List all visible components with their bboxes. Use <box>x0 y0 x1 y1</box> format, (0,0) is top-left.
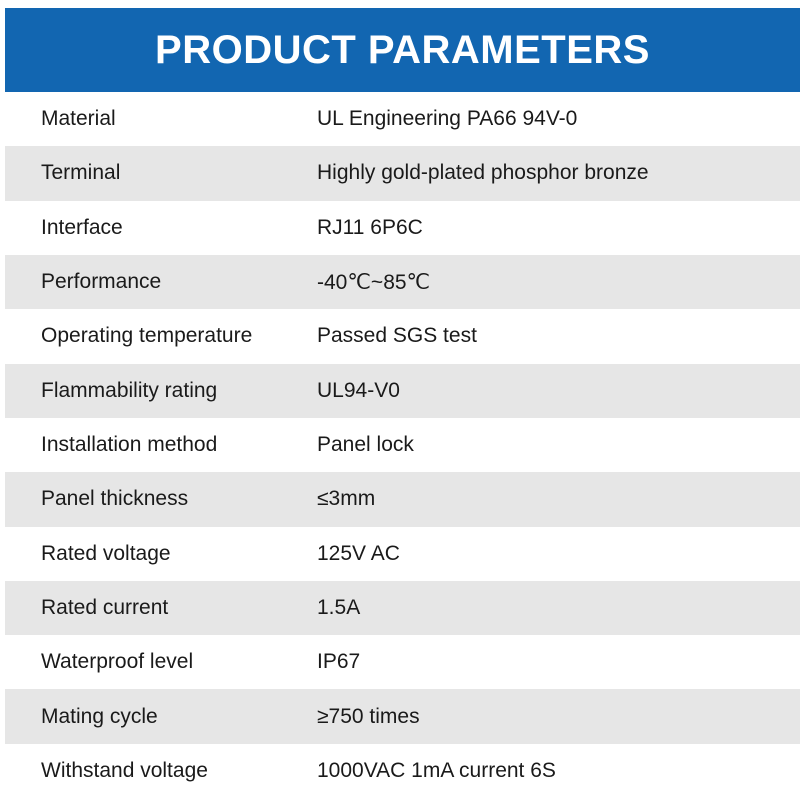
parameter-label: Material <box>41 107 116 131</box>
table-row <box>5 744 800 798</box>
parameter-value: UL94-V0 <box>317 378 400 402</box>
parameters-table <box>5 92 800 798</box>
parameter-value: 1000VAC 1mA current 6S <box>317 758 556 782</box>
parameter-value: 125V AC <box>317 541 400 565</box>
page-header <box>5 8 800 92</box>
parameter-label: Operating temperature <box>41 324 253 348</box>
table-row <box>5 309 800 363</box>
parameter-value: RJ11 6P6C <box>317 215 423 239</box>
parameter-label: Terminal <box>41 161 121 185</box>
table-row <box>5 146 800 200</box>
parameter-label: Mating cycle <box>41 704 158 728</box>
table-row <box>5 689 800 743</box>
parameter-value: Panel lock <box>317 433 414 457</box>
page-title: PRODUCT PARAMETERS <box>155 28 650 72</box>
table-row <box>5 472 800 526</box>
table-row <box>5 418 800 472</box>
parameter-value: -40℃~85℃ <box>317 270 431 294</box>
parameter-value: IP67 <box>317 650 361 674</box>
parameter-value: UL Engineering PA66 94V-0 <box>317 107 578 131</box>
table-row <box>5 581 800 635</box>
table-row <box>5 527 800 581</box>
parameter-label: Rated current <box>41 595 169 619</box>
parameter-label: Withstand voltage <box>41 758 208 782</box>
table-row <box>5 635 800 689</box>
table-row <box>5 92 800 146</box>
parameter-value: 1.5A <box>317 595 361 619</box>
table-row <box>5 255 800 309</box>
parameter-label: Performance <box>41 270 162 294</box>
parameter-label: Rated voltage <box>41 541 171 565</box>
parameter-value: ≤3mm <box>317 487 376 511</box>
parameter-label: Waterproof level <box>41 650 194 674</box>
parameter-value: Passed SGS test <box>317 324 477 348</box>
table-row <box>5 364 800 418</box>
parameter-label: Panel thickness <box>41 487 189 511</box>
parameter-label: Flammability rating <box>41 378 218 402</box>
parameter-value: Highly gold-plated phosphor bronze <box>317 161 649 185</box>
parameter-value: ≥750 times <box>317 704 420 728</box>
parameter-label: Interface <box>41 215 123 239</box>
parameter-label: Installation method <box>41 433 218 457</box>
table-row <box>5 201 800 255</box>
